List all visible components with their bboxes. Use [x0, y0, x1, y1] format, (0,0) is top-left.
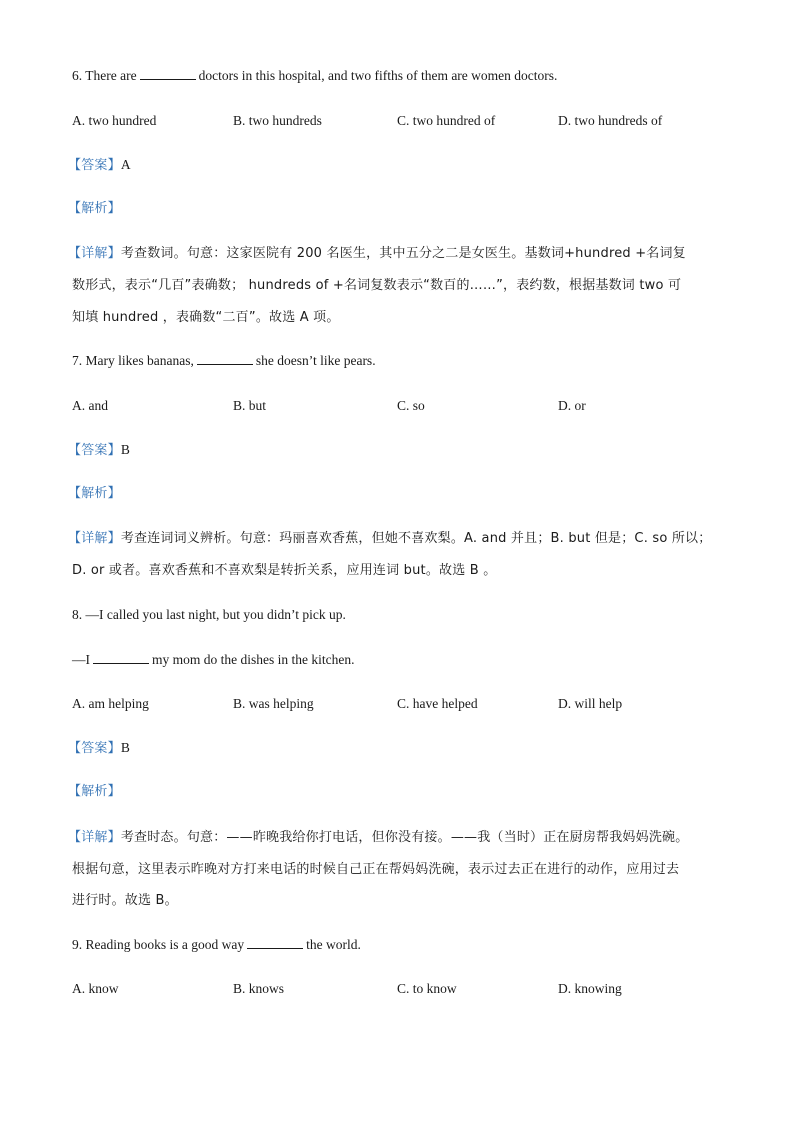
analysis-line	[68, 783, 718, 801]
option-c: C. have helped	[397, 696, 478, 711]
answer-value: B	[120, 442, 130, 457]
option-d: D. or	[558, 398, 586, 413]
answer-blank	[247, 937, 303, 949]
detail-line: 知填 hundred ，表确数“二百”。故选 A 项。	[72, 310, 340, 325]
answer-value: B	[120, 740, 130, 755]
analysis-line	[68, 200, 718, 218]
detail-line: 进行时。故选 B。	[72, 893, 178, 908]
detail-tag: 【详解】	[68, 531, 121, 546]
question-stem-text: 6. There are	[72, 68, 137, 83]
answer-line	[68, 156, 718, 175]
question-stem-text: the world.	[306, 937, 361, 952]
answer-blank	[197, 353, 253, 365]
answer-line	[68, 441, 718, 460]
question-7-stem	[72, 352, 722, 370]
detail-text: 考查连词词义辨析。句意：玛丽喜欢香蕉，但她不喜欢梨。A. and 并且；B. but 但是；C. so 所以；	[120, 531, 712, 546]
option-b: B. but	[233, 398, 267, 413]
option-b: B. was helping	[233, 696, 314, 711]
detail-line: 数形式，表示“几百”表确数； hundreds of +名词复数表示“数百的……”，表约数，根据基数词 two 可	[72, 278, 682, 293]
answer-blank	[140, 68, 196, 80]
question-6-stem	[72, 67, 722, 85]
question-stem-text: 9. Reading books is a good way	[72, 937, 245, 952]
option-a: A. am helping	[72, 696, 149, 711]
question-9-stem	[72, 936, 722, 954]
analysis-tag: 【解析】	[68, 486, 121, 501]
option-b: B. knows	[233, 981, 285, 996]
question-stem-text: —I	[72, 652, 90, 667]
option-d: D. will help	[558, 696, 623, 711]
option-a: A. two hundred	[72, 113, 157, 128]
detail-text: 考查数词。句意：这家医院有 200 名医生，其中五分之二是女医生。基数词+hundred +名词复	[120, 246, 686, 261]
detail-line	[68, 530, 718, 548]
option-d: D. two hundreds of	[558, 113, 663, 128]
option-c: C. to know	[397, 981, 457, 996]
detail-line: 根据句意，这里表示昨晚对方打来电话的时候自己正在帮妈妈洗碗，表示过去正在进行的动作，应用过去	[72, 862, 680, 877]
detail-line: D. or 或者。喜欢香蕉和不喜欢梨是转折关系，应用连词 but。故选 B 。	[72, 563, 497, 578]
option-c: C. two hundred of	[397, 113, 496, 128]
answer-line	[68, 739, 718, 758]
question-stem-text: 7. Mary likes bananas,	[72, 353, 194, 368]
option-a: A. and	[72, 398, 108, 413]
analysis-tag: 【解析】	[68, 784, 121, 799]
answer-blank	[93, 652, 149, 664]
analysis-line	[68, 485, 718, 503]
detail-text: 考查时态。句意：——昨晚我给你打电话，但你没有接。——我（当时）正在厨房帮我妈妈洗碗。	[120, 830, 689, 845]
answer-tag: 【答案】	[68, 158, 121, 173]
analysis-tag: 【解析】	[68, 201, 121, 216]
question-8-stem: 8. —I called you last night, but you didn’t pick up.	[72, 607, 346, 622]
detail-tag: 【详解】	[68, 830, 121, 845]
question-8-stem-reply	[72, 651, 722, 669]
answer-value: A	[120, 157, 131, 172]
question-stem-text: she doesn’t like pears.	[255, 353, 376, 368]
detail-tag: 【详解】	[68, 246, 121, 261]
option-c: C. so	[397, 398, 425, 413]
question-stem-text: my mom do the dishes in the kitchen.	[152, 652, 355, 667]
option-b: B. two hundreds	[233, 113, 322, 128]
answer-tag: 【答案】	[68, 741, 121, 756]
answer-tag: 【答案】	[68, 443, 121, 458]
option-a: A. know	[72, 981, 119, 996]
question-stem-text: doctors in this hospital, and two fifths of them are women doctors.	[198, 68, 558, 83]
detail-line	[68, 829, 718, 847]
detail-line	[68, 245, 718, 263]
option-d: D. knowing	[558, 981, 622, 996]
